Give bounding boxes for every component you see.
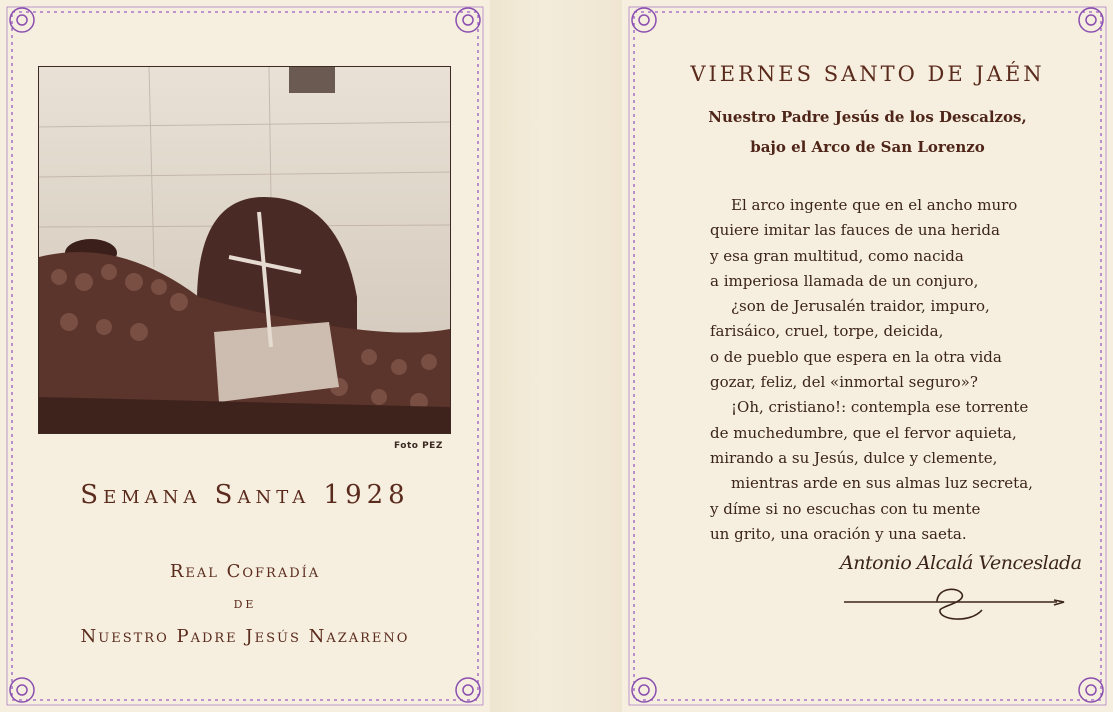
photo-credit: Foto PEZ: [394, 441, 443, 451]
author-signature: Antonio Alcalá Venceslada: [840, 552, 1082, 574]
brotherhood-line-2: de: [233, 594, 257, 612]
poem-line: mirando a su Jesús, dulce y clemente,: [710, 448, 998, 467]
poem-line: a imperiosa llamada de un conjuro,: [710, 271, 979, 290]
poem-subtitle-line-2: bajo el Arco de San Lorenzo: [750, 138, 985, 156]
right-page: [622, 0, 1113, 712]
poem-line: y esa gran multitud, como nacida: [710, 246, 964, 265]
poem-line: ¡Oh, cristiano!: contempla ese torrente: [731, 398, 1029, 417]
poem-line: quiere imitar las fauces de una herida: [710, 221, 1000, 240]
brotherhood-line-1: Real Cofradía: [169, 561, 321, 582]
poem-line: un grito, una oración y una saeta.: [710, 524, 967, 543]
poem-line: y díme si no escuchas con tu mente: [710, 499, 981, 518]
signature-flourish: [842, 580, 1072, 625]
event-title: Semana Santa 1928: [80, 480, 410, 510]
poem-line: farisáico, cruel, torpe, deicida,: [710, 322, 944, 341]
poem-title: VIERNES SANTO DE JAÉN: [690, 62, 1045, 86]
left-page: [0, 0, 490, 712]
poem-body: [710, 193, 1110, 547]
poem-line: gozar, feliz, del «inmortal seguro»?: [710, 373, 978, 392]
poem-line: de muchedumbre, que el fervor aquieta,: [710, 423, 1017, 442]
procession-photo: [38, 66, 451, 434]
poem-line: mientras arde en sus almas luz secreta,: [731, 474, 1033, 493]
poem-line: El arco ingente que en el ancho muro: [731, 196, 1018, 214]
poem-line: ¿son de Jerusalén traidor, impuro,: [731, 297, 990, 316]
poem-line: o de pueblo que espera en la otra vida: [710, 347, 1002, 366]
brotherhood-line-3: Nuestro Padre Jesús Nazareno: [80, 626, 410, 647]
book-gutter: [490, 0, 622, 712]
poem-subtitle-line-1: Nuestro Padre Jesús de los Descalzos,: [708, 108, 1027, 126]
